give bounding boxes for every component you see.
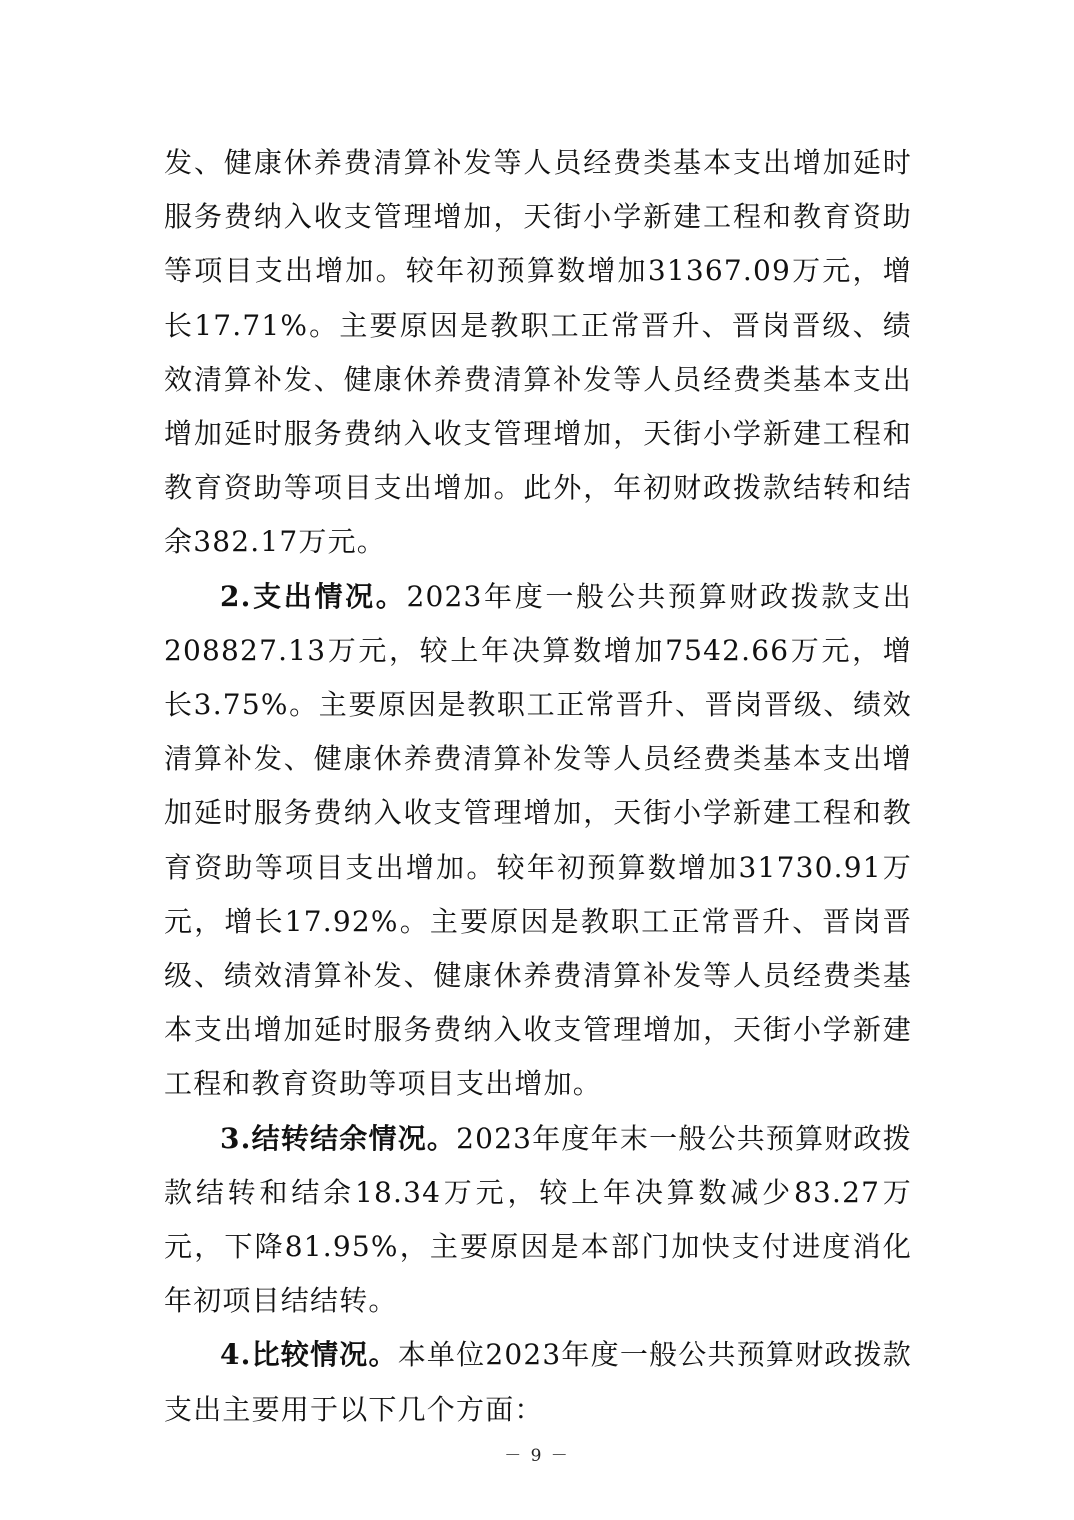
section-heading-carryover: 3.结转结余情况。	[220, 1121, 457, 1155]
paragraph-carryover	[164, 1112, 912, 1329]
paragraph-comparison	[164, 1328, 912, 1436]
document-body	[164, 136, 912, 1437]
paragraph-text: 本单位2023年度一般公共预算财政拨款支出主要用于以下几个方面：	[164, 1338, 912, 1426]
page-number: － 9 －	[504, 1446, 570, 1466]
paragraph-revenue-continuation	[164, 136, 912, 570]
paragraph-text: 2023年度一般公共预算财政拨款支出208827.13万元，较上年决算数增加7542.66万元，增长3.75%。主要原因是教职工正常晋升、晋岗晋级、绩效清算补发、健康休养费清算补发等人员经费类基本支出增加延时服务费纳入收支管理增加，天街小学新建工程和教育资助等项目支出增加。较年初预算数增加31730.91万元，增长17.92%。主要原因是教职工正常晋升、晋岗晋级、绩效清算补发、健康休养费清算补发等人员经费类基本支出增加延时服务费纳入收支管理增加，天街小学新建工程和教育资助等项目支出增加。	[164, 579, 912, 1101]
paragraph-text: 2023年度年末一般公共预算财政拨款结转和结余18.34万元，较上年决算数减少83.27万元，下降81.95%，主要原因是本部门加快支付进度消化年初项目结结转。	[164, 1121, 912, 1318]
section-heading-comparison: 4.比较情况。	[220, 1338, 398, 1372]
section-heading-expenditure: 2.支出情况。	[220, 579, 407, 613]
paragraph-expenditure	[164, 570, 912, 1112]
paragraph-text: 发、健康休养费清算补发等人员经费类基本支出增加延时服务费纳入收支管理增加，天街小学新建工程和教育资助等项目支出增加。较年初预算数增加31367.09万元，增长17.71%。主要原因是教职工正常晋升、晋岗晋级、绩效清算补发、健康休养费清算补发等人员经费类基本支出增加延时服务费纳入收支管理增加，天街小学新建工程和教育资助等项目支出增加。此外，年初财政拨款结转和结余382.17万元。	[164, 146, 912, 559]
